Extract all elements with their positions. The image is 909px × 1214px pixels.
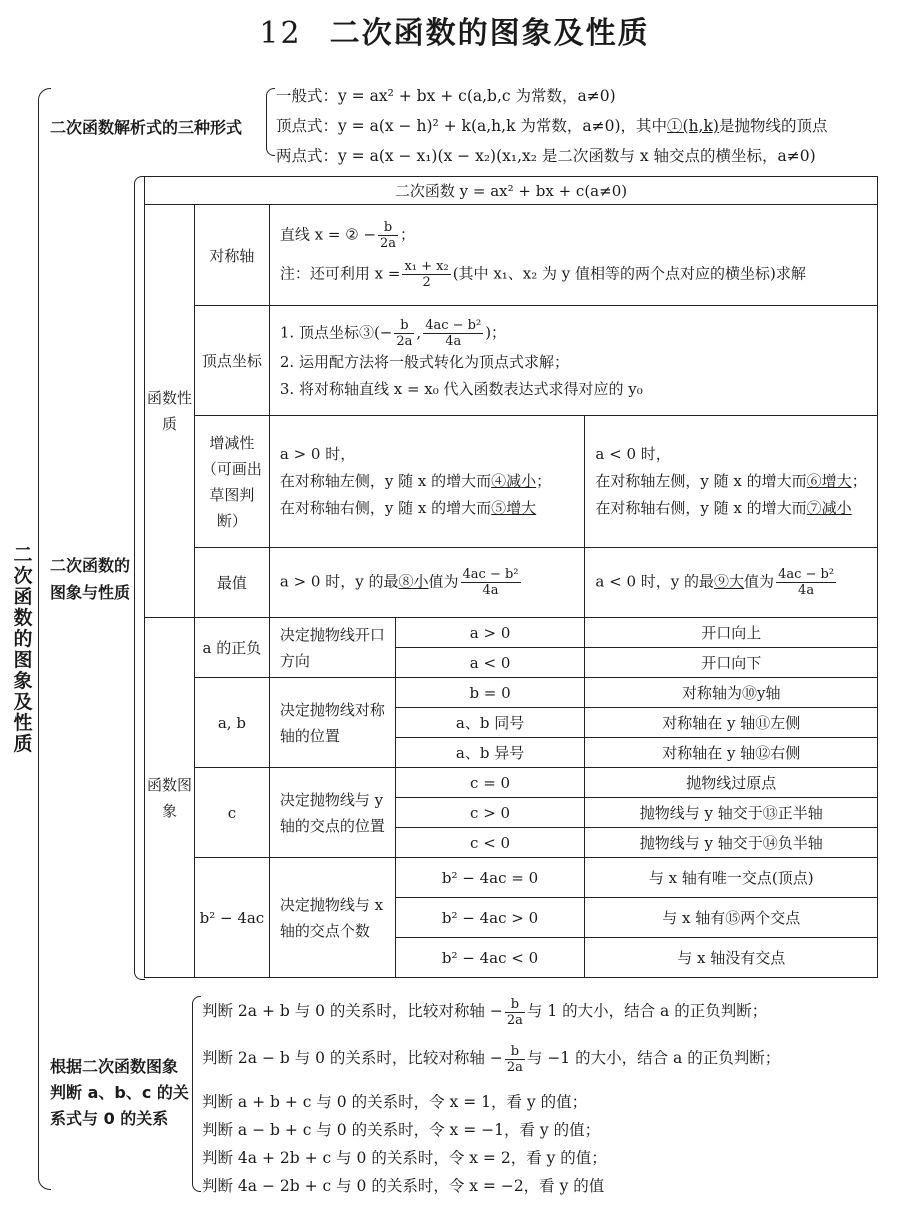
numerator: 4ac − b² (425, 318, 482, 333)
group-a-name: a 的正负 (194, 618, 269, 678)
vertex-content (269, 306, 877, 416)
outer-brace (38, 88, 51, 1190)
extreme-label: 最值 (194, 548, 269, 618)
numerator: b (505, 997, 525, 1013)
cond-a-1: a < 0 (395, 648, 585, 678)
extreme-right (585, 548, 878, 618)
mono-right-2-end: ； (851, 472, 867, 490)
judge-line-2 (202, 1043, 780, 1075)
extreme-left-fraction (461, 567, 521, 598)
judge-line-3: 判断 a + b + c 与 0 的关系时，令 x = 1，看 y 的值； (202, 1093, 588, 1111)
mono-answer-6: ⑥增大 (806, 472, 852, 490)
vertex-sep: , (416, 323, 422, 342)
axis-fraction-2 (402, 259, 450, 290)
mono-right-3: 在对称轴右侧，y 随 x 的增大而 (595, 499, 807, 517)
denominator: 4a (445, 334, 462, 349)
forms-label: 二次函数解析式的三种形式 (50, 118, 243, 137)
judge-fraction-2 (505, 1044, 525, 1075)
judge-line-1-text: 判断 2a + b 与 0 的关系时，比较对称轴 − (202, 1002, 503, 1020)
vertex-fraction-1 (394, 318, 414, 349)
two-point-form: 两点式：y = a(x − x₁)(x − x₂)(x₁,x₂ 是二次函数与 x 轴交点的横坐标，a≠0) (276, 147, 816, 165)
denominator: 2a (380, 236, 397, 251)
vertex-form-tail: 是抛物线的顶点 (718, 117, 828, 135)
group-disc-desc: 决定抛物线与 x 轴的交点个数 (269, 858, 395, 978)
mono-right-1: a < 0 时， (595, 445, 671, 463)
page-title (0, 8, 909, 52)
denominator: 2a (396, 334, 413, 349)
mono-left-2: 在对称轴左侧，y 随 x 的增大而 (279, 472, 492, 490)
judge-line-4: 判断 a − b + c 与 0 的关系时，令 x = −1，看 y 的值； (202, 1121, 601, 1139)
vertex-item1: 1. 顶点坐标③(− (279, 323, 393, 342)
numerator: 4ac − b² (462, 567, 519, 582)
result-disc-1: 与 x 轴有⑮两个交点 (585, 898, 878, 938)
judge-line-5: 判断 4a + 2b + c 与 0 的关系时，令 x = 2，看 y 的值； (202, 1149, 607, 1167)
cond-ab-0: b = 0 (395, 678, 585, 708)
vertex-item2: 2. 运用配方法将一般式转化为顶点式求解； (279, 353, 569, 371)
mono-answer-4: ④减小 (491, 472, 537, 490)
mono-left-2-end: ； (536, 472, 552, 490)
denominator: 4a (482, 583, 499, 598)
cond-ab-1: a、b 同号 (395, 708, 585, 738)
result-disc-2: 与 x 轴没有交点 (585, 938, 878, 978)
axis-line1-end: ； (400, 225, 416, 244)
cond-disc-0: b² − 4ac = 0 (395, 858, 585, 898)
side-title: 二次函数的图象及性质 (13, 544, 33, 755)
section-label: 二次函数的图象与性质 (50, 556, 131, 602)
numerator: x₁ + x₂ (404, 259, 449, 274)
result-a-0: 开口向上 (585, 618, 878, 648)
judge-line-2-tail: 与 −1 的大小，结合 a 的正负判断； (526, 1049, 781, 1067)
result-c-0: 抛物线过原点 (585, 768, 878, 798)
extreme-right-mid: 值为 (744, 572, 775, 591)
group-a-desc: 决定抛物线开口方向 (269, 618, 395, 678)
extreme-answer-9: ⑨大 (714, 572, 745, 591)
numerator: b (378, 220, 398, 236)
vertex-form (276, 114, 827, 136)
axis-note: 注：还可利用 x = (279, 264, 401, 283)
general-form: 一般式：y = ax² + bx + c(a,b,c 为常数，a≠0) (276, 87, 616, 105)
result-ab-2: 对称轴在 y 轴⑫右侧 (585, 738, 878, 768)
extreme-answer-8: ⑧小 (398, 572, 429, 591)
mono-left-1: a > 0 时， (279, 445, 356, 463)
cond-c-2: c < 0 (395, 828, 585, 858)
group-c-desc: 决定抛物线与 y 轴的交点的位置 (269, 768, 395, 858)
vertex-form-text: 顶点式：y = a(x − h)² + k(a,h,k 为常数，a≠0)，其中 (276, 117, 668, 135)
result-c-1: 抛物线与 y 轴交于⑬正半轴 (585, 798, 878, 828)
denominator: 2a (506, 1012, 523, 1028)
result-ab-1: 对称轴在 y 轴⑪左侧 (585, 708, 878, 738)
title-text: 二次函数的图象及性质 (329, 16, 650, 51)
extreme-right-text: a < 0 时，y 的最 (595, 572, 715, 591)
result-a-1: 开口向下 (585, 648, 878, 678)
group-ab-desc: 决定抛物线对称轴的位置 (269, 678, 395, 768)
result-disc-0: 与 x 轴有唯一交点(顶点) (585, 858, 878, 898)
judge-line-2-text: 判断 2a − b 与 0 的关系时，比较对称轴 − (202, 1049, 503, 1067)
mono-right-2: 在对称轴左侧，y 随 x 的增大而 (595, 472, 807, 490)
judge-brace (192, 996, 201, 1192)
axis-content (269, 205, 877, 306)
result-c-2: 抛物线与 y 轴交于⑭负半轴 (585, 828, 878, 858)
vertex-item3: 3. 将对称轴直线 x = x₀ 代入函数表达式求得对应的 y₀ (279, 380, 643, 398)
title-number: 12 (259, 16, 302, 51)
denominator: 4a (798, 583, 815, 598)
vertex-form-answer: ①(h,k) (667, 117, 719, 135)
table-header: 二次函数 y = ax² + bx + c(a≠0) (145, 177, 878, 205)
denominator: 2a (506, 1059, 523, 1075)
extreme-left (269, 548, 585, 618)
group-disc-name: b² − 4ac (194, 858, 269, 978)
cond-disc-1: b² − 4ac > 0 (395, 898, 585, 938)
mono-label: 增减性（可画出草图判断） (194, 416, 269, 548)
numerator: b (505, 1044, 525, 1060)
axis-line1: 直线 x = ② − (279, 225, 376, 244)
vertex-item1-end: )； (485, 323, 507, 342)
properties-table (144, 176, 878, 978)
axis-fraction-1 (378, 220, 398, 251)
judge-line-6: 判断 4a − 2b + c 与 0 的关系时，令 x = −2，看 y 的值 (202, 1177, 605, 1195)
judge-fraction-1 (505, 997, 525, 1028)
mono-right (585, 416, 878, 548)
judge-line-1 (202, 996, 767, 1028)
vertex-fraction-2 (423, 318, 483, 349)
group-ab-name: a, b (194, 678, 269, 768)
numerator: 4ac − b² (778, 567, 835, 582)
group-c-name: c (194, 768, 269, 858)
extreme-left-mid: 值为 (428, 572, 459, 591)
cond-ab-2: a、b 异号 (395, 738, 585, 768)
mono-answer-5: ⑤增大 (491, 499, 537, 517)
axis-label: 对称轴 (194, 205, 269, 306)
result-ab-0: 对称轴为⑩y轴 (585, 678, 878, 708)
axis-note-tail: (其中 x₁、x₂ 为 y 值相等的两个点对应的横坐标)求解 (452, 264, 806, 283)
denominator: 2 (422, 275, 431, 290)
mono-left (269, 416, 585, 548)
numerator: b (394, 318, 414, 334)
cond-c-1: c > 0 (395, 798, 585, 828)
cond-disc-2: b² − 4ac < 0 (395, 938, 585, 978)
vertex-label: 顶点坐标 (194, 306, 269, 416)
cond-a-0: a > 0 (395, 618, 585, 648)
cond-c-0: c = 0 (395, 768, 585, 798)
forms-brace (266, 88, 275, 156)
judge-line-1-tail: 与 1 的大小，结合 a 的正负判断； (526, 1002, 768, 1020)
extreme-right-fraction (776, 567, 836, 598)
graph-label: 函数图象 (145, 618, 195, 978)
extreme-left-text: a > 0 时，y 的最 (279, 572, 399, 591)
mono-left-3: 在对称轴右侧，y 随 x 的增大而 (279, 499, 492, 517)
props-label: 函数性质 (145, 205, 195, 618)
judge-label: 根据二次函数图象判断 a、b、c 的关系式与 0 的关系 (50, 1057, 189, 1128)
mono-answer-7: ⑦减小 (806, 499, 852, 517)
